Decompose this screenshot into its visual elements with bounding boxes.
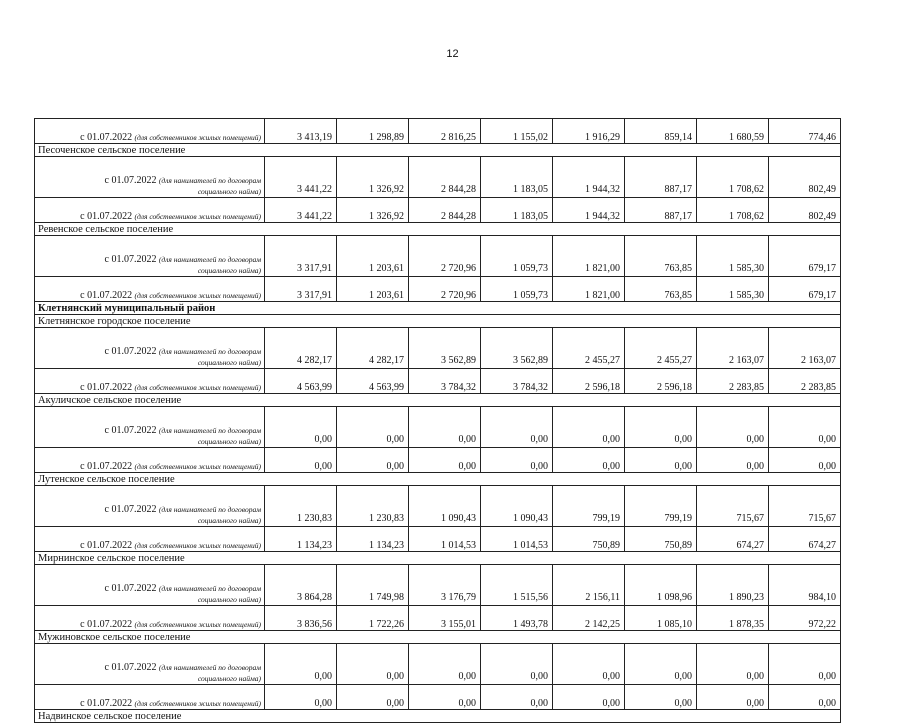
tariff-value: 750,89 xyxy=(553,527,625,552)
tariff-value: 1 203,61 xyxy=(337,236,409,277)
date-label: с 01.07.2022 xyxy=(80,460,133,472)
row-label xyxy=(35,198,265,223)
tariff-value: 0,00 xyxy=(553,644,625,685)
row-label xyxy=(35,486,265,527)
tariff-table-body xyxy=(35,119,841,723)
tariff-value: 1 014,53 xyxy=(481,527,553,552)
tariff-value: 0,00 xyxy=(409,644,481,685)
owners-tariff-row xyxy=(35,685,841,710)
tariff-value: 2 720,96 xyxy=(409,277,481,302)
tariff-value: 1 059,73 xyxy=(481,277,553,302)
tariff-value: 859,14 xyxy=(625,119,697,144)
tariff-value: 1 183,05 xyxy=(481,157,553,198)
row-label xyxy=(35,236,265,277)
tariff-value: 3 836,56 xyxy=(265,606,337,631)
settlement-name: Клетнянское городское поселение xyxy=(35,315,841,328)
settlement-header-row xyxy=(35,144,841,157)
tariff-value: 1 708,62 xyxy=(697,198,769,223)
tariff-value: 802,49 xyxy=(769,157,841,198)
row-label xyxy=(35,644,265,685)
tenants-tariff-row xyxy=(35,486,841,527)
settlement-header-row xyxy=(35,473,841,486)
tariff-value: 0,00 xyxy=(625,448,697,473)
tariff-value: 1 890,23 xyxy=(697,565,769,606)
tariff-value: 0,00 xyxy=(265,685,337,710)
settlement-header-row xyxy=(35,710,841,723)
tariff-value: 1 326,92 xyxy=(337,198,409,223)
date-label: с 01.07.2022 xyxy=(104,175,157,186)
tariff-value: 2 163,07 xyxy=(697,328,769,369)
tariff-value: 0,00 xyxy=(481,685,553,710)
tariff-value: 984,10 xyxy=(769,565,841,606)
settlement-name: Песоченское сельское поселение xyxy=(35,144,841,157)
settlement-header-row xyxy=(35,552,841,565)
tariff-value: 887,17 xyxy=(625,198,697,223)
tariff-value: 0,00 xyxy=(697,644,769,685)
tariff-value: 679,17 xyxy=(769,277,841,302)
tenants-note-1: (для нанимателей по договорам xyxy=(158,176,261,185)
tenants-tariff-row xyxy=(35,407,841,448)
tariff-value: 802,49 xyxy=(769,198,841,223)
tariff-value: 1 134,23 xyxy=(265,527,337,552)
settlement-name: Клетнянский муниципальный район xyxy=(35,302,841,315)
tariff-value: 3 155,01 xyxy=(409,606,481,631)
tariff-value: 1 722,26 xyxy=(337,606,409,631)
tariff-value: 3 176,79 xyxy=(409,565,481,606)
tariff-value: 1 916,29 xyxy=(553,119,625,144)
tenants-note-2: социального найма) xyxy=(197,357,261,367)
tariff-value: 972,22 xyxy=(769,606,841,631)
tariff-value: 2 163,07 xyxy=(769,328,841,369)
row-label xyxy=(35,328,265,369)
tenants-tariff-row xyxy=(35,236,841,277)
row-label xyxy=(35,448,265,473)
tariff-value: 715,67 xyxy=(769,486,841,527)
tariff-value: 0,00 xyxy=(769,448,841,473)
tariff-table xyxy=(34,118,841,723)
tariff-value: 750,89 xyxy=(625,527,697,552)
owners-note: (для собственников жилых помещений) xyxy=(134,290,261,300)
settlement-header-row xyxy=(35,315,841,328)
date-label: с 01.07.2022 xyxy=(104,346,157,357)
tariff-value: 2 156,11 xyxy=(553,565,625,606)
row-label xyxy=(35,606,265,631)
date-label: с 01.07.2022 xyxy=(104,662,157,673)
tariff-value: 3 441,22 xyxy=(265,198,337,223)
tariff-value: 1 821,00 xyxy=(553,236,625,277)
row-label xyxy=(35,527,265,552)
row-label xyxy=(35,277,265,302)
owners-tariff-row xyxy=(35,448,841,473)
owners-note: (для собственников жилых помещений) xyxy=(134,382,261,392)
tariff-value: 0,00 xyxy=(481,448,553,473)
settlement-header-row xyxy=(35,223,841,236)
date-label: с 01.07.2022 xyxy=(80,210,133,222)
date-label: с 01.07.2022 xyxy=(80,618,133,630)
tariff-value: 3 317,91 xyxy=(265,236,337,277)
tariff-value: 1 098,96 xyxy=(625,565,697,606)
tariff-value: 0,00 xyxy=(337,448,409,473)
tariff-value: 2 142,25 xyxy=(553,606,625,631)
tariff-value: 0,00 xyxy=(337,685,409,710)
owners-tariff-row xyxy=(35,277,841,302)
tariff-value: 0,00 xyxy=(265,644,337,685)
tenants-note-1: (для нанимателей по договорам xyxy=(158,255,261,264)
tariff-value: 887,17 xyxy=(625,157,697,198)
tariff-value: 3 413,19 xyxy=(265,119,337,144)
tariff-value: 2 283,85 xyxy=(769,369,841,394)
owners-note: (для собственников жилых помещений) xyxy=(134,540,261,550)
tenants-tariff-row xyxy=(35,565,841,606)
owners-tariff-row xyxy=(35,527,841,552)
settlement-header-row xyxy=(35,394,841,407)
tariff-value: 1 059,73 xyxy=(481,236,553,277)
settlement-header-row xyxy=(35,302,841,315)
settlement-name: Надвинское сельское поселение xyxy=(35,710,841,723)
settlement-name: Мирнинское сельское поселение xyxy=(35,552,841,565)
tariff-value: 1 183,05 xyxy=(481,198,553,223)
tariff-value: 0,00 xyxy=(625,685,697,710)
date-label: с 01.07.2022 xyxy=(104,254,157,265)
tariff-value: 2 844,28 xyxy=(409,157,481,198)
tariff-value: 1 298,89 xyxy=(337,119,409,144)
date-label: с 01.07.2022 xyxy=(80,697,133,709)
tariff-value: 3 864,28 xyxy=(265,565,337,606)
owners-note: (для собственников жилых помещений) xyxy=(134,211,261,221)
tariff-value: 0,00 xyxy=(553,407,625,448)
tariff-value: 0,00 xyxy=(409,407,481,448)
tariff-value: 0,00 xyxy=(481,644,553,685)
date-label: с 01.07.2022 xyxy=(104,583,157,594)
owners-tariff-row xyxy=(35,119,841,144)
tariff-value: 3 562,89 xyxy=(409,328,481,369)
tariff-value: 1 090,43 xyxy=(481,486,553,527)
tenants-note-2: социального найма) xyxy=(197,265,261,275)
tariff-value: 0,00 xyxy=(769,685,841,710)
row-label xyxy=(35,407,265,448)
tariff-value: 1 878,35 xyxy=(697,606,769,631)
tenants-note-2: социального найма) xyxy=(197,515,261,525)
tariff-value: 1 585,30 xyxy=(697,277,769,302)
tariff-value: 1 821,00 xyxy=(553,277,625,302)
tariff-value: 0,00 xyxy=(697,685,769,710)
tariff-value: 0,00 xyxy=(697,448,769,473)
tenants-note-2: социального найма) xyxy=(197,673,261,683)
tariff-value: 2 844,28 xyxy=(409,198,481,223)
tariff-value: 1 085,10 xyxy=(625,606,697,631)
tariff-value: 1 090,43 xyxy=(409,486,481,527)
tariff-value: 4 282,17 xyxy=(265,328,337,369)
tenants-note-1: (для нанимателей по договорам xyxy=(158,426,261,435)
tariff-value: 0,00 xyxy=(553,685,625,710)
owners-tariff-row xyxy=(35,606,841,631)
tariff-value: 0,00 xyxy=(481,407,553,448)
tariff-value: 3 317,91 xyxy=(265,277,337,302)
tenants-tariff-row xyxy=(35,644,841,685)
page-number: 12 xyxy=(446,48,459,60)
tenants-note-1: (для нанимателей по договорам xyxy=(158,505,261,514)
owners-tariff-row xyxy=(35,198,841,223)
tariff-value: 1 944,32 xyxy=(553,157,625,198)
tariff-value: 1 230,83 xyxy=(265,486,337,527)
tenants-note-2: социального найма) xyxy=(197,594,261,604)
date-label: с 01.07.2022 xyxy=(104,425,157,436)
row-label xyxy=(35,369,265,394)
tariff-value: 2 596,18 xyxy=(553,369,625,394)
tenants-tariff-row xyxy=(35,328,841,369)
tariff-value: 799,19 xyxy=(553,486,625,527)
tenants-note-2: социального найма) xyxy=(197,186,261,196)
tariff-value: 3 562,89 xyxy=(481,328,553,369)
settlement-name: Акуличское сельское поселение xyxy=(35,394,841,407)
owners-note: (для собственников жилых помещений) xyxy=(134,461,261,471)
settlement-name: Мужиновское сельское поселение xyxy=(35,631,841,644)
tariff-value: 1 585,30 xyxy=(697,236,769,277)
date-label: с 01.07.2022 xyxy=(104,504,157,515)
tariff-value: 2 455,27 xyxy=(553,328,625,369)
tariff-value: 3 784,32 xyxy=(409,369,481,394)
tariff-value: 1 203,61 xyxy=(337,277,409,302)
settlement-name: Лутенское сельское поселение xyxy=(35,473,841,486)
tariff-value: 674,27 xyxy=(697,527,769,552)
tenants-note-1: (для нанимателей по договорам xyxy=(158,584,261,593)
tariff-value: 1 493,78 xyxy=(481,606,553,631)
tariff-value: 0,00 xyxy=(265,448,337,473)
tariff-value: 2 720,96 xyxy=(409,236,481,277)
tariff-value: 3 784,32 xyxy=(481,369,553,394)
tariff-value: 1 708,62 xyxy=(697,157,769,198)
tariff-value: 674,27 xyxy=(769,527,841,552)
row-label xyxy=(35,157,265,198)
tariff-value: 0,00 xyxy=(337,644,409,685)
tariff-value: 1 134,23 xyxy=(337,527,409,552)
row-label xyxy=(35,685,265,710)
tariff-value: 1 155,02 xyxy=(481,119,553,144)
tariff-value: 4 563,99 xyxy=(265,369,337,394)
tariff-value: 0,00 xyxy=(769,644,841,685)
settlement-name: Ревенское сельское поселение xyxy=(35,223,841,236)
tariff-value: 0,00 xyxy=(625,407,697,448)
tariff-value: 715,67 xyxy=(697,486,769,527)
tariff-value: 4 282,17 xyxy=(337,328,409,369)
tariff-value: 2 455,27 xyxy=(625,328,697,369)
tariff-value: 1 680,59 xyxy=(697,119,769,144)
tariff-value: 1 944,32 xyxy=(553,198,625,223)
tariff-value: 1 326,92 xyxy=(337,157,409,198)
owners-note: (для собственников жилых помещений) xyxy=(134,132,261,142)
tariff-value: 0,00 xyxy=(625,644,697,685)
tariff-value: 763,85 xyxy=(625,277,697,302)
tariff-value: 0,00 xyxy=(337,407,409,448)
tenants-tariff-row xyxy=(35,157,841,198)
tariff-value: 774,46 xyxy=(769,119,841,144)
tariff-value: 679,17 xyxy=(769,236,841,277)
date-label: с 01.07.2022 xyxy=(80,539,133,551)
tariff-value: 0,00 xyxy=(769,407,841,448)
tariff-value: 2 283,85 xyxy=(697,369,769,394)
tenants-note-2: социального найма) xyxy=(197,436,261,446)
tariff-value: 1 515,56 xyxy=(481,565,553,606)
tariff-value: 799,19 xyxy=(625,486,697,527)
settlement-header-row xyxy=(35,631,841,644)
tariff-value: 0,00 xyxy=(697,407,769,448)
tenants-note-1: (для нанимателей по договорам xyxy=(158,663,261,672)
tariff-value: 0,00 xyxy=(409,685,481,710)
date-label: с 01.07.2022 xyxy=(80,131,133,143)
row-label xyxy=(35,119,265,144)
date-label: с 01.07.2022 xyxy=(80,381,133,393)
tariff-value: 3 441,22 xyxy=(265,157,337,198)
tariff-value: 2 596,18 xyxy=(625,369,697,394)
tariff-value: 0,00 xyxy=(409,448,481,473)
tariff-value: 4 563,99 xyxy=(337,369,409,394)
tariff-value: 1 230,83 xyxy=(337,486,409,527)
tariff-value: 1 014,53 xyxy=(409,527,481,552)
date-label: с 01.07.2022 xyxy=(80,289,133,301)
owners-tariff-row xyxy=(35,369,841,394)
tenants-note-1: (для нанимателей по договорам xyxy=(158,347,261,356)
row-label xyxy=(35,565,265,606)
tariff-value: 763,85 xyxy=(625,236,697,277)
tariff-value: 0,00 xyxy=(265,407,337,448)
tariff-value: 2 816,25 xyxy=(409,119,481,144)
owners-note: (для собственников жилых помещений) xyxy=(134,619,261,629)
owners-note: (для собственников жилых помещений) xyxy=(134,698,261,708)
tariff-value: 1 749,98 xyxy=(337,565,409,606)
tariff-value: 0,00 xyxy=(553,448,625,473)
